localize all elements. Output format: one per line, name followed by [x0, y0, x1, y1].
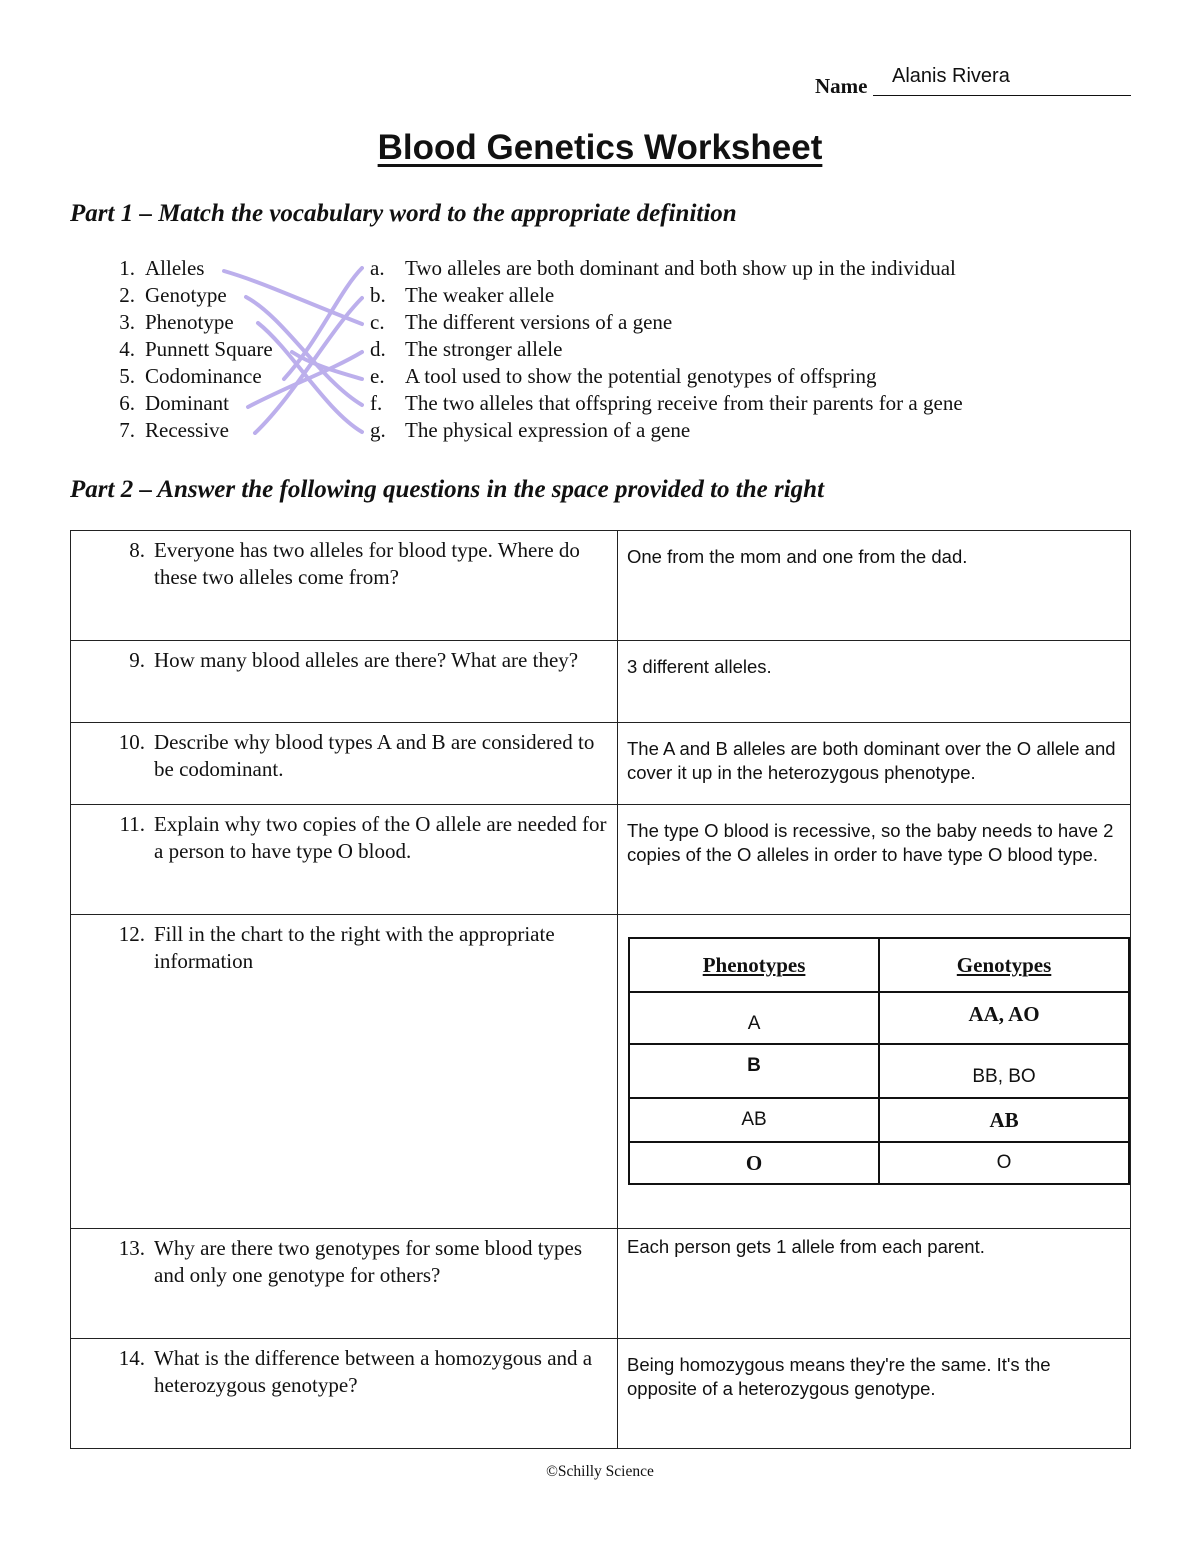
part1-heading: Part 1 – Match the vocabulary word to the appropriate definition [70, 200, 737, 227]
match-line [284, 268, 362, 379]
name-label: Name [815, 74, 868, 98]
question-cell: 10. Describe why blood types A and B are considered to be codominant. [71, 723, 618, 805]
name-underline [873, 95, 1131, 96]
answer-cell[interactable] [618, 641, 1131, 723]
phenotype-cell[interactable]: AB [629, 1098, 879, 1142]
definition-item: c. The different versions of a gene [370, 310, 673, 334]
name-field[interactable]: Alanis Rivera [892, 65, 1010, 87]
genotype-cell[interactable]: AB [879, 1098, 1129, 1142]
vocab-item: 3. Phenotype [119, 310, 234, 334]
table-row [71, 723, 1131, 805]
definition-list [370, 255, 963, 444]
chart-row [629, 1098, 1129, 1142]
match-line [258, 323, 362, 432]
answer-text: 3 different alleles. [627, 656, 772, 677]
phenotype-cell[interactable]: A [629, 992, 879, 1044]
match-line [292, 352, 362, 379]
footer-copyright: ©Schilly Science [546, 1463, 654, 1480]
answer-text: The type O blood is recessive, so the baby needs to have 2 copies of the O alleles in order to have type O blood type. [627, 820, 1114, 865]
answer-cell[interactable] [618, 1339, 1131, 1449]
definition-item: d. The stronger allele [370, 337, 563, 361]
genotype-cell[interactable]: BB, BO [879, 1044, 1129, 1098]
vocab-item: 7. Recessive [119, 418, 229, 442]
definition-item: f. The two alleles that offspring receive from their parents for a gene [370, 391, 963, 415]
phenotypes-header: Phenotypes [629, 938, 879, 992]
question-answer-table [70, 530, 1131, 1449]
answer-cell[interactable] [618, 1229, 1131, 1339]
definition-item: b. The weaker allele [370, 283, 555, 307]
answer-text: Each person gets 1 allele from each parent. [627, 1236, 985, 1257]
vocab-item: 4. Punnett Square [119, 337, 273, 361]
table-row [71, 531, 1131, 641]
question-cell: 13. Why are there two genotypes for some blood types and only one genotype for others? [71, 1229, 618, 1339]
question-cell: 12. Fill in the chart to the right with the appropriate information [71, 915, 618, 1229]
vocab-list [100, 255, 273, 444]
question-cell: 9. How many blood alleles are there? What are they? [71, 641, 618, 723]
question-cell: 8. Everyone has two alleles for blood type. Where do these two alleles come from? [71, 531, 618, 641]
genotype-cell[interactable]: O [879, 1142, 1129, 1184]
vocab-item: 5. Codominance [119, 364, 262, 388]
genotypes-header: Genotypes [879, 938, 1129, 992]
question-cell: 14. What is the difference between a homozygous and a heterozygous genotype? [71, 1339, 618, 1449]
table-row [71, 805, 1131, 915]
chart-header-row [629, 938, 1129, 992]
question-cell: 11. Explain why two copies of the O allele are needed for a person to have type O blood. [71, 805, 618, 915]
chart-row [629, 992, 1129, 1044]
blood-type-chart [628, 937, 1130, 1185]
vocab-item: 6. Dominant [119, 391, 229, 415]
table-row [71, 1229, 1131, 1339]
chart-row [629, 1142, 1129, 1184]
answer-cell[interactable] [618, 805, 1131, 915]
chart-row [629, 1044, 1129, 1098]
page-title: Blood Genetics Worksheet [377, 128, 823, 167]
table-row [71, 641, 1131, 723]
chart-cell [618, 915, 1131, 1229]
genotype-cell[interactable]: AA, AO [879, 992, 1129, 1044]
answer-cell[interactable] [618, 723, 1131, 805]
phenotype-cell[interactable]: O [629, 1142, 879, 1184]
definition-item: e. A tool used to show the potential genotypes of offspring [370, 364, 877, 388]
answer-text: The A and B alleles are both dominant over the O allele and cover it up in the heterozygous phenotype. [627, 738, 1116, 783]
definition-item: a. Two alleles are both dominant and both show up in the individual [370, 256, 956, 280]
table-row [71, 915, 1131, 1229]
vocab-item: 2. Genotype [119, 283, 227, 307]
answer-cell[interactable] [618, 531, 1131, 641]
answer-text: Being homozygous means they're the same. It's the opposite of a heterozygous genotype. [627, 1354, 1051, 1399]
phenotype-cell[interactable]: B [629, 1044, 879, 1098]
table-row [71, 1339, 1131, 1449]
answer-text: One from the mom and one from the dad. [627, 546, 968, 567]
definition-item: g. The physical expression of a gene [370, 418, 691, 442]
vocab-item: 1. Alleles [119, 256, 205, 280]
part2-heading: Part 2 – Answer the following questions in the space provided to the right [70, 476, 825, 503]
